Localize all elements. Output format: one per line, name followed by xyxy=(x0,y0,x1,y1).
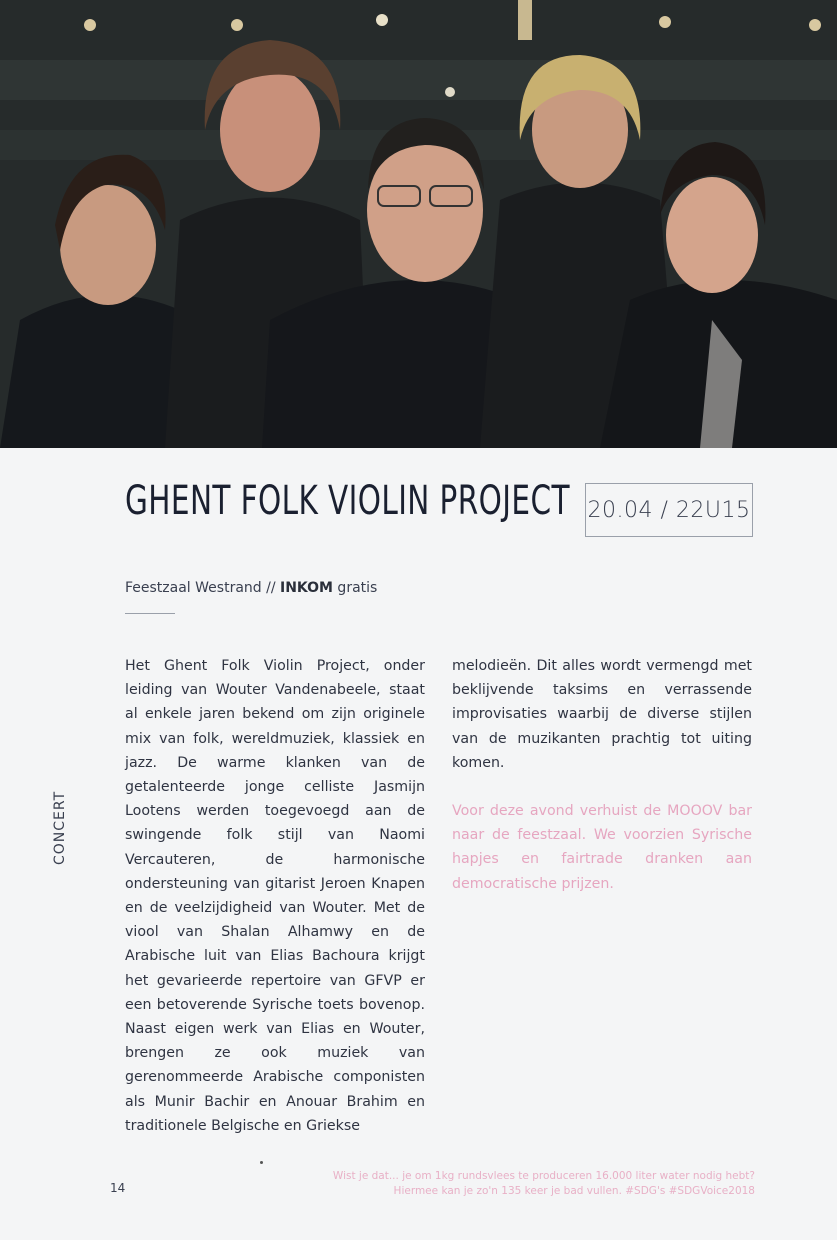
stray-dot xyxy=(260,1161,263,1164)
venue-divider xyxy=(125,613,175,614)
footer-note xyxy=(295,1169,755,1199)
venue-line xyxy=(125,580,377,596)
admission-label: INKOM xyxy=(280,580,333,596)
band-photo xyxy=(0,0,837,448)
admission-value: gratis xyxy=(332,580,378,596)
footer-note-line2: Hiermee kan je zo'n 135 keer je bad vullen. #SDG's #SDGVoice2018 xyxy=(393,1185,755,1197)
page-number: 14 xyxy=(110,1181,126,1195)
venue-name: Feestzaal Westrand // xyxy=(125,580,280,596)
category-label: CONCERT xyxy=(52,790,68,865)
event-datetime: 20.04 / 22U15 xyxy=(587,497,751,523)
event-title: GHENT FOLK VIOLIN PROJECT xyxy=(125,478,570,524)
footer-note-line1: Wist je dat... je om 1kg rundsvlees te produceren 16.000 liter water nodig hebt? xyxy=(332,1170,755,1182)
body-column-right xyxy=(452,654,752,896)
body-column-left xyxy=(125,654,425,1138)
body-paragraph-right: melodieën. Dit alles wordt vermengd met beklijvende taksims en verrassende improvisaties waarbij de diverse stijlen van de muzikanten prachtig tot uiting komen. xyxy=(452,658,752,771)
bar-notice-paragraph: Voor deze avond verhuist de MOOOV bar naar de feestzaal. We voorzien Syrische hapjes en fairtrade dranken aan democratische prijzen. xyxy=(452,803,752,892)
body-paragraph-left: Het Ghent Folk Violin Project, onder leiding van Wouter Vandenabeele, staat al enkele jaren bekend om zijn originele mix van folk, wereldmuziek, klassiek en jazz. De warme klanken van de getalenteerde jonge celliste Jasmijn Lootens werden toegevoegd aan de swingende folk stijl van Naomi Vercauteren, de harmonische ondersteuning van gitarist Jeroen Knapen en de veelzijdigheid van Wouter. Met de viool van Shalan Alhamwy en de Arabische luit van Elias Bachoura krijgt het gevarieerde repertoire van GFVP er een betoverende Syrische toets bovenop. Naast eigen werk van Elias en Wouter, brengen ze ook muziek van gerenommeerde Arabische componisten als Munir Bachir en Anouar Brahim en traditionele Belgische en Griekse xyxy=(125,658,425,1134)
event-datetime-box xyxy=(585,483,753,537)
